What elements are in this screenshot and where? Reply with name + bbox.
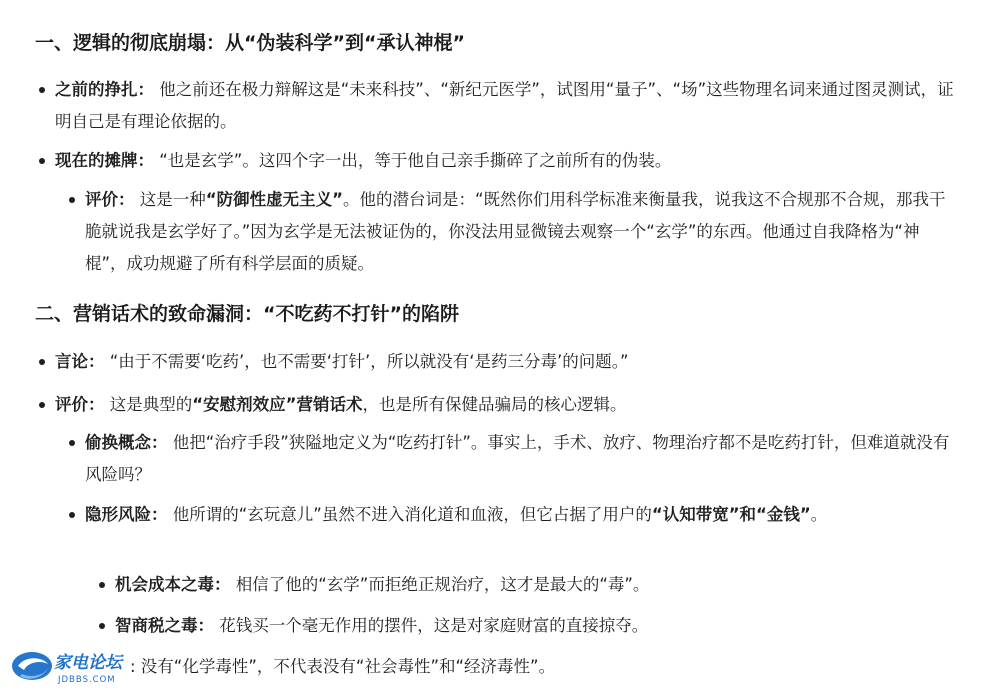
section-2-heading: 二、营销话术的致命漏洞：“不吃药不打针”的陷阱 [35,303,459,325]
item-label: 评价： [55,395,105,414]
item-label: 机会成本之毒： [115,575,231,594]
watermark-logo [10,648,135,688]
partial-list-item: : 没有“化学毒性”，不代表没有“社会毒性”和“经济毒性”。 [130,657,556,676]
item-text: 他所谓的“玄玩意儿”虽然不进入消化道和血液，但它占据了用户的 [167,505,652,524]
bullet-dot [69,512,75,518]
item-label: 偷换概念： [85,433,168,452]
item-label: 评价： [85,190,135,209]
item-text: 花钱买一个毫无作用的摆件，这是对家庭财富的直接掠夺。 [214,616,649,635]
bullet-dot [69,440,75,446]
bullet-dot [99,623,105,629]
watermark-domain: JDBBS.COM [58,675,116,685]
bullet-dot [39,87,45,93]
item-emphasis: “认知带宽”和“金钱” [651,505,811,524]
section-1-heading: 一、逻辑的彻底崩塌：从“伪装科学”到“承认神棍” [35,32,465,54]
item-text: “由于不需要‘吃药’，也不需要‘打针’，所以就没有‘是药三分毒’的问题。” [104,352,629,371]
item-text: 他之前还在极力辩解这是“未来科技”、“新纪元医学”，试图用“量子”、“场”这些物理名词来通过图灵测试，证明自己是有理论依据的。 [55,80,954,131]
list-item [85,499,955,531]
item-label: 隐形风险： [85,505,168,524]
item-text: 这是一种 [134,190,206,209]
item-emphasis: “安慰剂效应”营销话术 [192,395,363,414]
watermark-brand: 家电论坛 [54,653,122,673]
list-item [55,389,955,421]
bullet-dot [39,359,45,365]
bullet-dot [69,197,75,203]
item-text: “也是玄学”。这四个字一出，等于他自己亲手撕碎了之前所有的伪装。 [154,151,672,170]
item-text: 相信了他的“玄学”而拒绝正规治疗，这才是最大的“毒”。 [230,575,650,594]
item-text: 他把“治疗手段”狭隘地定义为“吃药打针”。事实上，手术、放疗、物理治疗都不是吃药打针，但难道就没有风险吗？ [85,433,950,484]
bullet-dot [39,402,45,408]
item-label: 言论： [55,352,105,371]
bullet-dot [39,158,45,164]
item-emphasis: “防御性虚无主义” [205,190,343,209]
list-item [115,610,955,642]
item-label: 现在的摊牌： [55,151,154,170]
list-item [85,184,955,280]
list-item [55,74,955,138]
item-text: 。 [810,505,828,524]
item-label: 之前的挣扎： [55,80,154,99]
list-item [85,427,955,491]
item-text: 。他的潜台词是：“既然你们用科学标准来衡量我，说我这不合规那不合规，那我干脆就说我是玄学好了。”因为玄学是无法被证伪的，你没法用显微镜去观察一个“玄学”的东西。他通过自我降格为“神棍”，成功规避了所有科学层面的质疑。 [85,190,946,273]
item-label: 智商税之毒： [115,616,214,635]
list-item [55,145,955,177]
list-item [55,346,955,378]
bullet-dot [99,582,105,588]
item-text: 这是典型的 [104,395,193,414]
item-text: ，也是所有保健品骗局的核心逻辑。 [362,395,627,414]
list-item [115,569,955,601]
